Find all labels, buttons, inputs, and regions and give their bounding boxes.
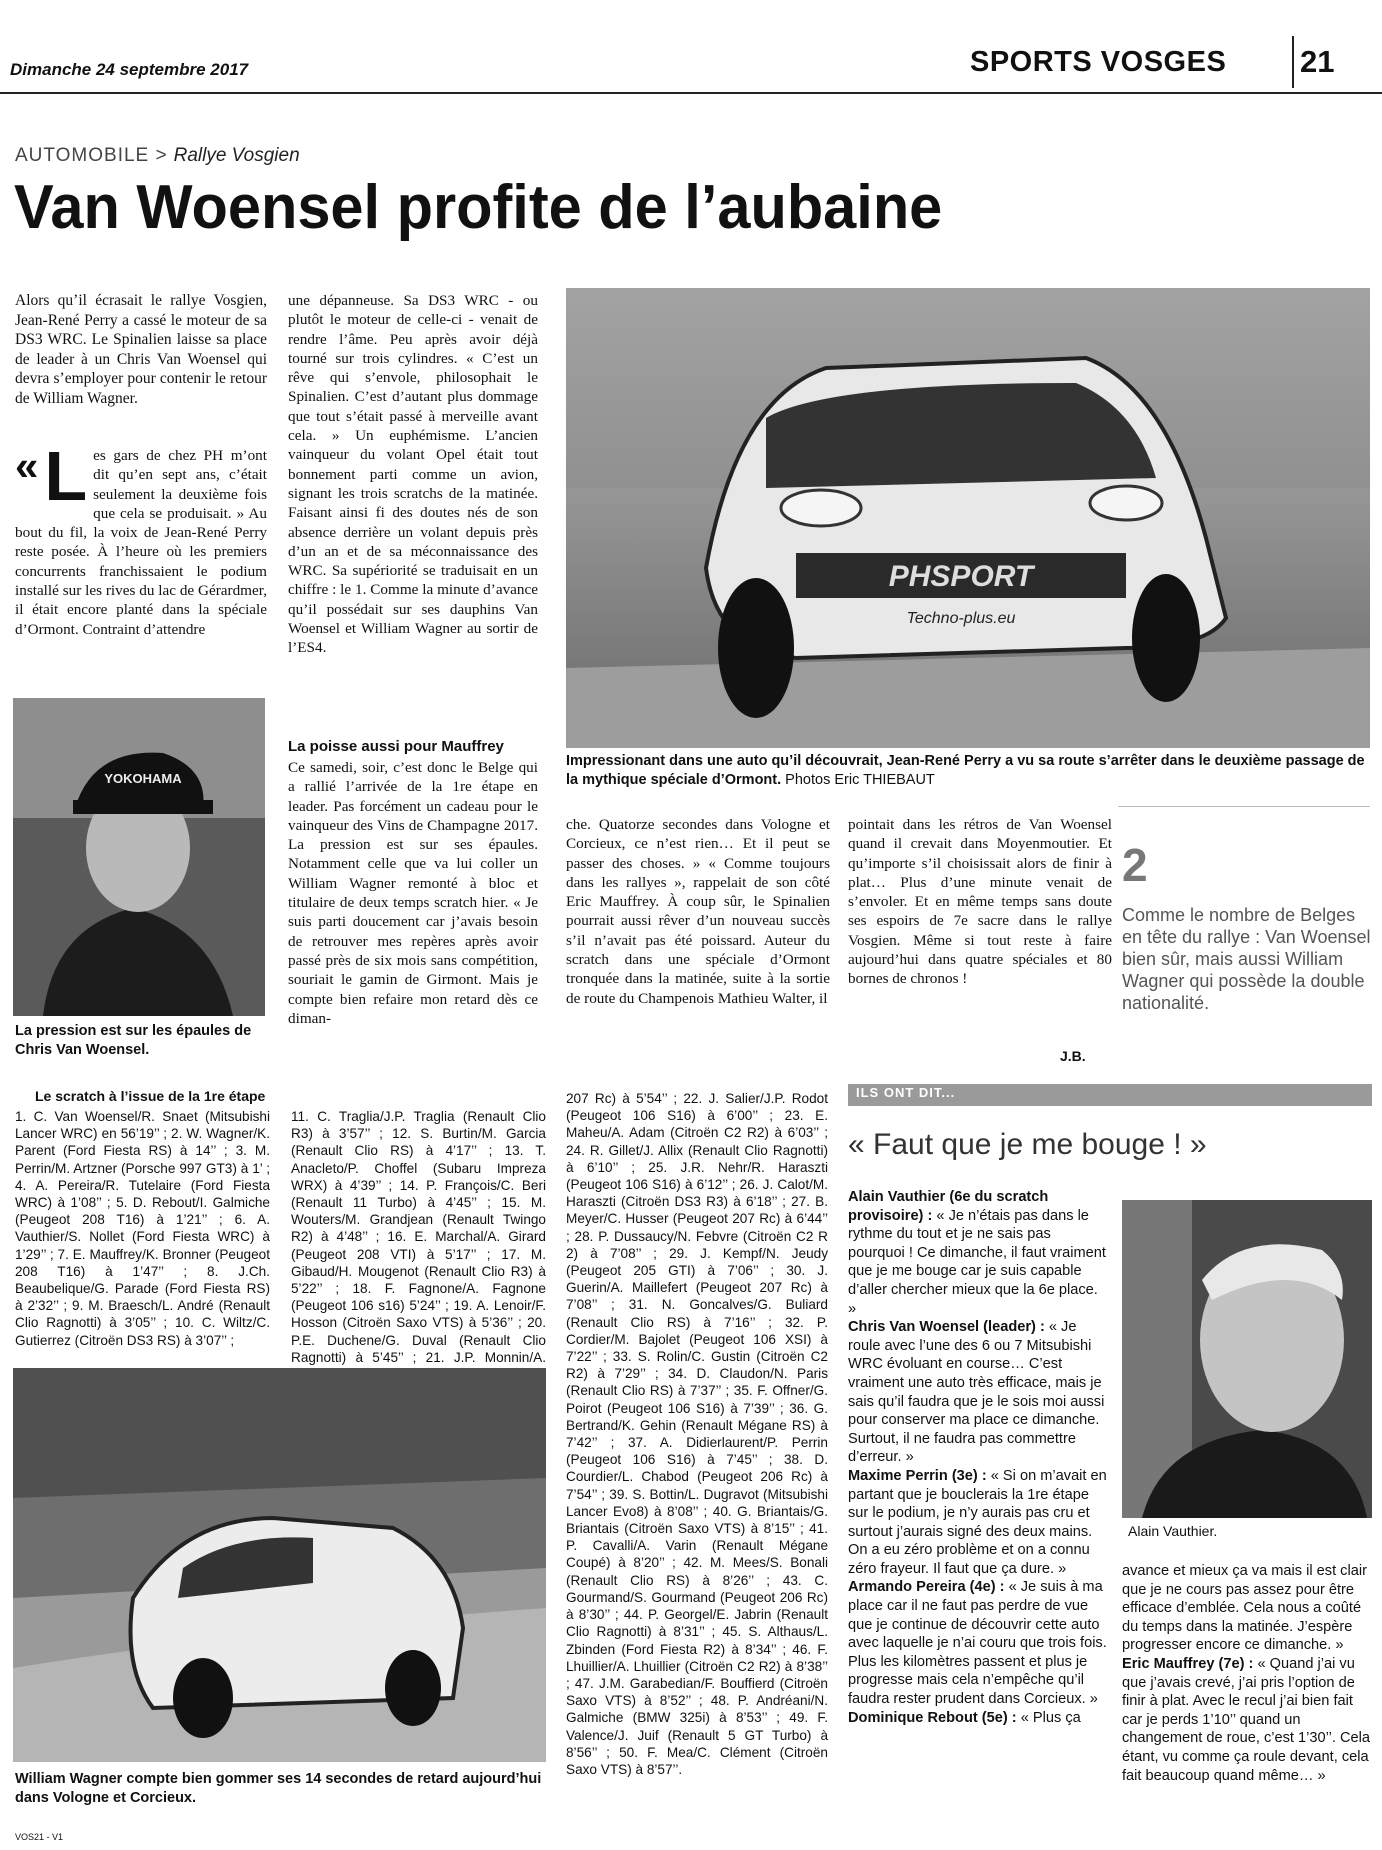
article-column-3: che. Quatorze secondes dans Vologne et Corcieux, ce n’est rien… Et il peut se passer des choses. » « Comme toujours dans les rallyes », rappelait de son côté Eric Mauffrey. À coup sûr, le Spinalien pourrait aussi rêver d’un nouveau succès s’il n’avait pas été poissard. Auteur du scratch dans une spéciale d’Ormont tronquée dans la matinée, suite à la sortie de route du Champenois Mathieu Walter, il [566, 816, 830, 1007]
factbox-number: 2 [1122, 839, 1148, 891]
results-column-3: 207 Rc) à 5’54’’ ; 22. J. Salier/J.P. Rodot (Peugeot 106 S16) à 6’00’’ ; 23. E. Maheu/A. Adam (Citroën C2 R2) à 6’03’’ ; 24. R. Gillet/J. Allix (Renault Clio Ragnotti) à 6’10’’ ; 25. J.R. Nehr/R. Haraszti (Peugeot 106 S16) à 6’12’’ ; 26. J. Calot/M. Haraszti (Citroën DS3 R3) à 6’18’’ ; 27. B. Meyer/C. Husser (Peugeot 207 Rc) à 6’44’’ ; 28. P. Dussaucy/N. Febvre (Citroën C2 R 2) à 7’08’’ ; 29. J. Kempf/N. Jeudy (Peugeot 205 GTI) à 7’06’’ ; 30. J. Guerin/A. Maillefert (Peugeot 207 Rc) à 7’08’’ ; 31. N. Goncalves/G. Buliard (Renault Clio RS) à 7’16’’ ; 32. P. Cordier/M. Bajolet (Peugeot 106 XSI) à 7’22’’ ; 33. S. Rolin/C. Gustin (Citroën C2 R2) à 7’29’’ ; 34. D. Claudon/N. Paris (Renault Clio RS) à 7’37’’ ; 35. F. Offner/G. Poirot (Peugeot 106 S16) à 7’39’’ ; 36. G. Bertrand/K. Gehin (Renault Mégane RS) à 7’42’’ ; 37. A. Didierlaurent/P. Perrin (Peugeot 106 S16) à 7’45’’ ; 38. D. Courdier/L. Chabod (Peugeot 206 Rc) à 7’54’’ ; 39. S. Bottin/L. Dugravot (Mitsubishi Lancer Evo8) à 8’08’’ ; 40. G. Briantais/G. Briantais (Citroën Saxo VTS) à 8’15’’ ; 41. P. Cavalli/A. Varin (Renault Mégane Coupé) à 8’20’’ ; 42. M. Mees/S. Bonali (Renault Clio RS) à 8’26’’ ; 43. C. Gourmand/S. Gourmand (Peugeot 206 Rc) à 8’30’’ ; 44. P. Georgel/E. Jabrin (Renault Clio Ragnotti) à 8’31’’ ; 45. S. Althaus/L. Zbinden (Ford Fiesta R2) à 8’34’’ ; 46. F. Lhuillier/A. Lhuillier (Citroën C2 R2) à 8’38’’ ; 47. J.M. Garabedian/F. Bouffierd (Citroën Saxo VTS) à 8’52’’ ; 48. P. Andréani/N. Galmiche (BMW 325i) à 8’53’’ ; 49. F. Valence/J. Juif (Renault 5 GT Turbo) à 8’56’’ ; 50. F. Mea/C. Clément (Citroën Saxo VTS) à 8’57’’. [566, 1091, 828, 1777]
quote-3-name: Maxime Perrin (3e) : [848, 1467, 987, 1484]
quote-4-text: « Je suis à ma place car il ne faut pas perdre de vue que je continue de découvrir cette auto avec laquelle je n’ai couru que trois fois. Plus les kilomètres passent et plus je progresse mais cela n’empêche qu’il faudra rester prudent dans Corcieux. » [848, 1579, 1107, 1708]
lead-text: es gars de chez PH m’ont dit qu’en sept ans, c’était seulement la deuxième fois que cela se produisait. » Au bout du fil, la voix de Jean-René Perry reste posée. À l’heure où les premiers concurrents franchissaient le podium installé sur les rives du lac de Gérardmer, il était encore planté dans la spéciale d’Ormont. Contraint d’attendre [15, 447, 267, 638]
article-kicker [15, 145, 300, 167]
article-lead [15, 437, 267, 639]
kicker-category: AUTOMOBILE > [15, 145, 168, 166]
photo-caption-van-woensel: La pression est sur les épaules de Chris Van Woensel. [15, 1023, 252, 1058]
article-intro: Alors qu’il écrasait le rallye Vosgien, Jean-René Perry a cassé le moteur de sa DS3 WRC. Le Spinalien laisse sa place de leader à un Chris Van Woensel qui devra s’employer pour contenir le retour de William Wagner. [15, 292, 267, 407]
quote-2-text: « Je roule avec l’une des 6 ou 7 Mitsubishi WRC évoluant en course… C’est vraiment une auto très efficace, mais je sais qu’il faudra que je le sois moi aussi pour conserver ma place ce dimanche. Surtout, il ne faudra pas commettre d’erreur. » [848, 1319, 1105, 1466]
quote-1-text: « Je n’étais pas dans le rythme du tout et je ne sais pas pourquoi ! Ce dimanche, il faut vraiment que je me bouge car je suis capable d’aller chercher mieux que la 6e place. » [848, 1207, 1106, 1317]
quote-5-name: Dominique Rebout (5e) : [848, 1709, 1017, 1726]
factbox-text: Comme le nombre de Belges en tête du rallye : Van Woensel bien sûr, mais aussi William Wagner qui possède la double nationalité. [1122, 905, 1371, 1013]
quote-1-name: Alain Vauthier (6e du scratch provisoire) : [848, 1189, 1049, 1224]
caption-car-text: Impressionant dans une auto qu’il découvrait, Jean-René Perry a vu sa route s’arrêter dans le deuxième passage de la mythique spéciale d’Ormont. [566, 753, 1365, 788]
article-column-2b: Ce samedi, soir, c’est donc le Belge qui a rallié l’arrivée de la 1re étape en leader. Pas forcément un cadeau pour le vainqueur des Vins de Champagne 2017. La pression est sur ses épaules. Notamment celle que va lui coller un William Wagner remonté à bloc et titulaire de deux temps scratch hier. « Je suis parti doucement car j’avais besoin de retrouver mes repères après avoir passé près de six mois sans compétition, souriait le gamin de Girmont. Mais je compte bien refaire mon retard dès ce diman- [288, 759, 538, 1027]
header-rule [0, 92, 1382, 94]
results-title: Le scratch à l’issue de la 1re étape [35, 1088, 266, 1104]
quote-3-text: « Si on m’avait en partant que je bouclerais la 1re étape sur le podium, je n’y aurais pas cru et surtout j’aurais signé des deux mains. On a eu zéro problème et on a connu zéro frayeur. Il faut que ça dure. » [848, 1467, 1107, 1577]
photo-caption-car [566, 752, 1370, 790]
page-number: 21 [1300, 44, 1335, 79]
quote-6-name: Eric Mauffrey (7e) : [1122, 1655, 1254, 1672]
article-column-4: pointait dans les rétros de Van Woensel quand il crevait dans Moyenmoutier. Et qu’importe s’il choisissait alors de finir à plat… Plus d’une minute venait de s’envoler. Et en même temps sans doute ses espoirs de 7e sacre dans le rallye Vosgien. Même si tout reste à faire aujourd’hui dans quatre spéciales et 80 bornes de chronos ! [848, 816, 1112, 988]
article-headline: Van Woensel profite de l’aubaine [14, 173, 943, 242]
quote-5-text: « Plus ça [1020, 1709, 1081, 1726]
quote-mark: « [15, 442, 39, 489]
kicker-sub: Rallye Vosgien [173, 145, 300, 166]
photo-alain-vauthier [1122, 1200, 1372, 1518]
article-subhead: La poisse aussi pour Mauffrey [288, 738, 504, 755]
page-date: Dimanche 24 septembre 2017 [10, 60, 249, 79]
results-column-1: 1. C. Van Woensel/R. Snaet (Mitsubishi Lancer WRC) en 56’19’’ ; 2. W. Wagner/K. Parent (Ford Fiesta RS) à 14’’ ; 3. M. Perrin/M. Artzner (Porsche 997 GT3) à 1’ ; 4. A. Pereira/R. Tutelaire (Ford Fiesta WRC) à 1’08’’ ; 5. D. Rebout/I. Galmiche (Peugeot 208 T16) à 1’21’’ ; 6. A. Vauthier/S. Nollet (Ford Fiesta WRC) à 1’29’’ ; 7. E. Mauffrey/K. Bronner (Peugeot 208 T16) à 1’47’’ ; 8. J.Ch. Beaubelique/G. Parade (Ford Fiesta RS) à 2’32’’ ; 9. M. Braesch/L. André (Renault Clio Ragnotti) à 3’05’’ ; 10. C. Wiltz/C. Gutierrez (Citroën DS3 RS) à 3’07’’ ; [15, 1109, 270, 1348]
photo-van-woensel [13, 698, 265, 1016]
ils-ont-dit-quotes [848, 1188, 1110, 1727]
header-separator [1292, 36, 1294, 88]
factbox-rule [1118, 806, 1370, 807]
photo-william-wagner [13, 1368, 546, 1762]
car-livery-text: PHSPORT [888, 560, 1034, 593]
article-column-2a: une dépanneuse. Sa DS3 WRC - ou plutôt le moteur de celle-ci - venait de rendre l’âme. Peu après avoir déjà tourné sur trois cylindres. « C’est un rêve qui s’envole, philosophait le Spinalien. C’est d’autant plus dommage que tout s’était passé à merveille avant cela. » Un euphémisme. L’ancien vainqueur du volant Opel était tout bonnement parti comme un avion, signant les trois scratchs de la matinée. Faisant ainsi fi des doutes nés de son absence derrière un volant depuis près d’un an et de sa méconnaissance des WRC. Sa supériorité se traduisait en un chiffre : le 1. Comme la minute d’avance qu’il possédait sur ses dauphins Van Woensel et William Wagner au sortir de l’ES4. [288, 292, 538, 657]
ils-ont-dit-label: ILS ONT DIT... [856, 1085, 956, 1100]
quote-4-name: Armando Pereira (4e) : [848, 1579, 1005, 1596]
quote-5-cont: avance et mieux ça va mais il est clair que je ne cours pas assez pour être efficace d’emblée. Cela nous a coûté du temps dans la matinée. J’espère progresser encore ce dimanche. » [1122, 1563, 1367, 1654]
photo-caption-vauthier: Alain Vauthier. [1128, 1523, 1218, 1539]
ils-ont-dit-headline: « Faut que je me bouge ! » [848, 1128, 1207, 1161]
drop-cap: L [44, 437, 88, 515]
quote-2-name: Chris Van Woensel (leader) : [848, 1319, 1045, 1336]
ils-ont-dit-quotes-cont [1122, 1562, 1372, 1785]
car-sponsor-text: Techno-plus.eu [906, 610, 1016, 627]
cap-logo-text: YOKOHAMA [104, 771, 182, 786]
article-signature: J.B. [1060, 1048, 1086, 1064]
results-column-2: 11. C. Traglia/J.P. Traglia (Renault Clio R3) à 3’57’’ ; 12. S. Burtin/M. Garcia (Renault Clio RS) à 4’17’’ ; 13. T. Anacleto/P. Choffel (Subaru Impreza WRX) à 4’39’’ ; 14. P. François/C. Beri (Renault 11 Turbo) à 4’45’’ ; 15. M. Wouters/M. Grandjean (Renault Twingo R2) à 4’48’’ ; 16. E. Marchal/A. Girard (Peugeot 208 VTI) à 5’17’’ ; 17. M. Gibaud/H. Mougenot (Renault Clio R3) à 5’22’’ ; 18. F. Fagnone/A. Fagnone (Peugeot 106 s16) 5’24’’ ; 19. A. Lenoir/F. Hosson (Citroën Saxo VTS) à 5’36’’ ; 20. P.E. Duchene/G. Duval (Renault Clio Ragnotti) à 5’45’’ ; 21. J.P. Monnin/A. [291, 1109, 546, 1365]
photo-credit: Photos Eric THIEBAUT [785, 772, 935, 788]
page-footer: VOS21 - V1 [15, 1832, 64, 1842]
section-title: SPORTS VOSGES [970, 46, 1227, 78]
quote-6-text: « Quand j’ai vu que j’avais crevé, j’ai pris l’option de finir à plat. Avec le recul j’ai bien fait car je perds 1’10’’ quand un changement de roue, c’est 1’30’’. Cela étant, vu comme ça roule devant, cela fait beaucoup quand même… » [1122, 1655, 1370, 1784]
photo-rally-car [566, 288, 1370, 748]
photo-caption-wagner: William Wagner compte bien gommer ses 14 secondes de retard aujourd’hui dans Vologne et Corcieux. [15, 1771, 542, 1806]
